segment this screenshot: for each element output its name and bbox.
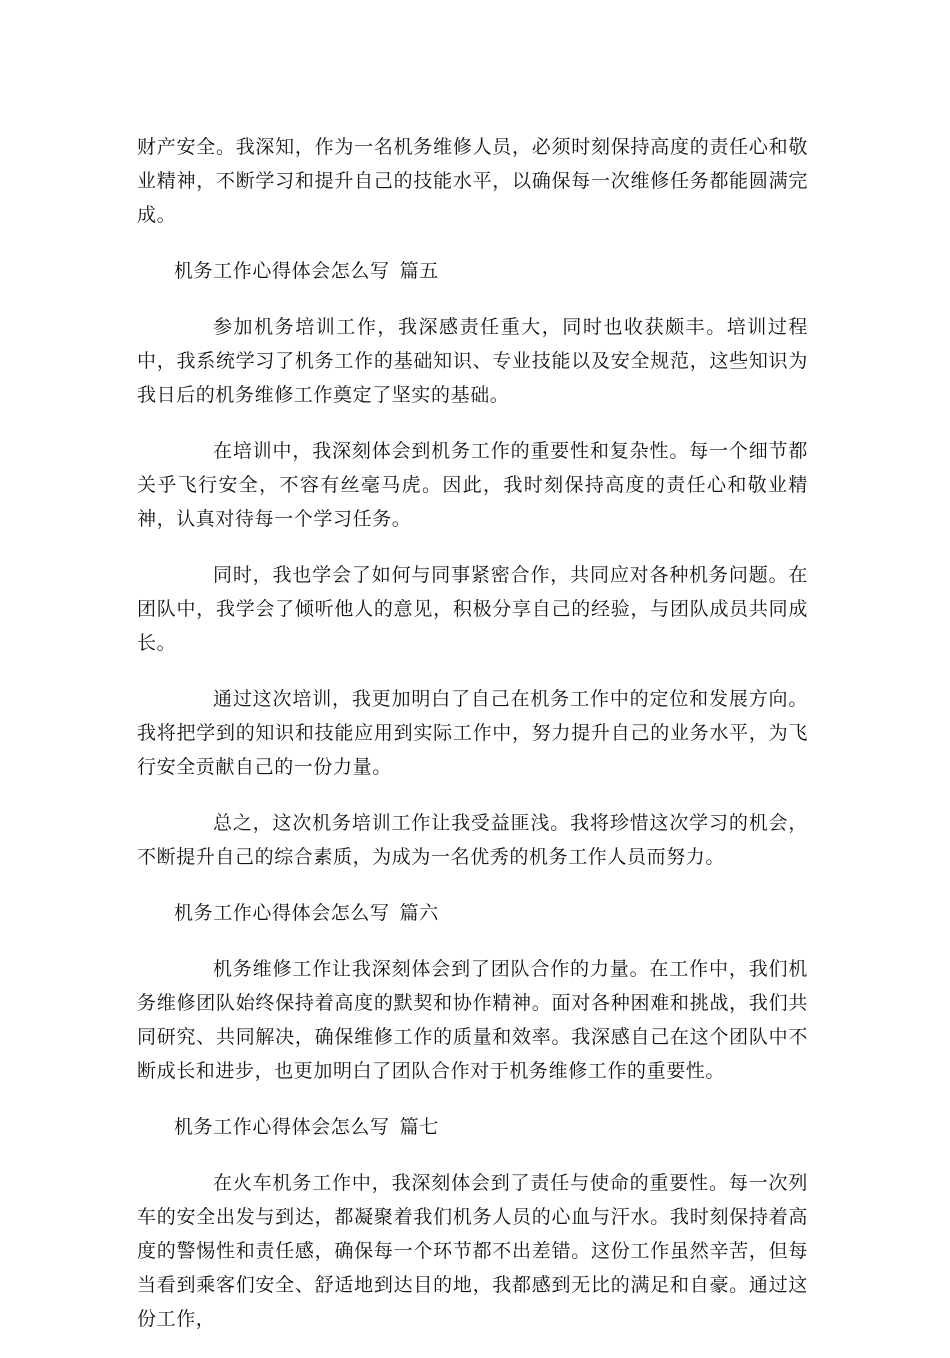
section-heading <box>137 254 808 288</box>
section-heading-title: 机务工作心得体会怎么写 <box>174 902 390 924</box>
body-paragraph: 在火车机务工作中，我深刻体会到了责任与使命的重要性。每一次列车的安全出发与到达，都凝聚着我们机务人员的心血与汗水。我时刻保持着高度的警惕性和责任感，确保每一个环节都不出差错。这份工作虽然辛苦，但每当看到乘客们安全、舒适地到达目的地，我都感到无比的满足和自豪。通过这份工作， <box>137 1172 808 1330</box>
section-heading-title: 机务工作心得体会怎么写 <box>174 1116 390 1138</box>
body-paragraph: 财产安全。我深知，作为一名机务维修人员，必须时刻保持高度的责任心和敬业精神，不断学习和提升自己的技能水平，以确保每一次维修任务都能圆满完成。 <box>137 136 808 226</box>
section-heading-title: 机务工作心得体会怎么写 <box>174 260 390 282</box>
section-heading <box>137 896 808 930</box>
section-heading-part: 篇五 <box>399 260 439 282</box>
body-paragraph: 参加机务培训工作，我深感责任重大，同时也收获颇丰。培训过程中，我系统学习了机务工作的基础知识、专业技能以及安全规范，这些知识为我日后的机务维修工作奠定了坚实的基础。 <box>137 316 808 406</box>
body-paragraph: 同时，我也学会了如何与同事紧密合作，共同应对各种机务问题。在团队中，我学会了倾听他人的意见，积极分享自己的经验，与团队成员共同成长。 <box>137 564 808 654</box>
section-heading-part: 篇六 <box>399 902 439 924</box>
section-heading <box>137 1110 808 1144</box>
body-paragraph: 总之，这次机务培训工作让我受益匪浅。我将珍惜这次学习的机会，不断提升自己的综合素质，为成为一名优秀的机务工作人员而努力。 <box>137 812 808 868</box>
body-paragraph: 通过这次培训，我更加明白了自己在机务工作中的定位和发展方向。我将把学到的知识和技能应用到实际工作中，努力提升自己的业务水平，为飞行安全贡献自己的一份力量。 <box>137 688 808 778</box>
body-paragraph: 机务维修工作让我深刻体会到了团队合作的力量。在工作中，我们机务维修团队始终保持着高度的默契和协作精神。面对各种困难和挑战，我们共同研究、共同解决，确保维修工作的质量和效率。我深感自己在这个团队中不断成长和进步，也更加明白了团队合作对于机务维修工作的重要性。 <box>137 958 808 1082</box>
section-heading-part: 篇七 <box>399 1116 439 1138</box>
document-page <box>137 130 808 1358</box>
body-paragraph: 在培训中，我深刻体会到机务工作的重要性和复杂性。每一个细节都关乎飞行安全，不容有丝毫马虎。因此，我时刻保持高度的责任心和敬业精神，认真对待每一个学习任务。 <box>137 440 808 530</box>
